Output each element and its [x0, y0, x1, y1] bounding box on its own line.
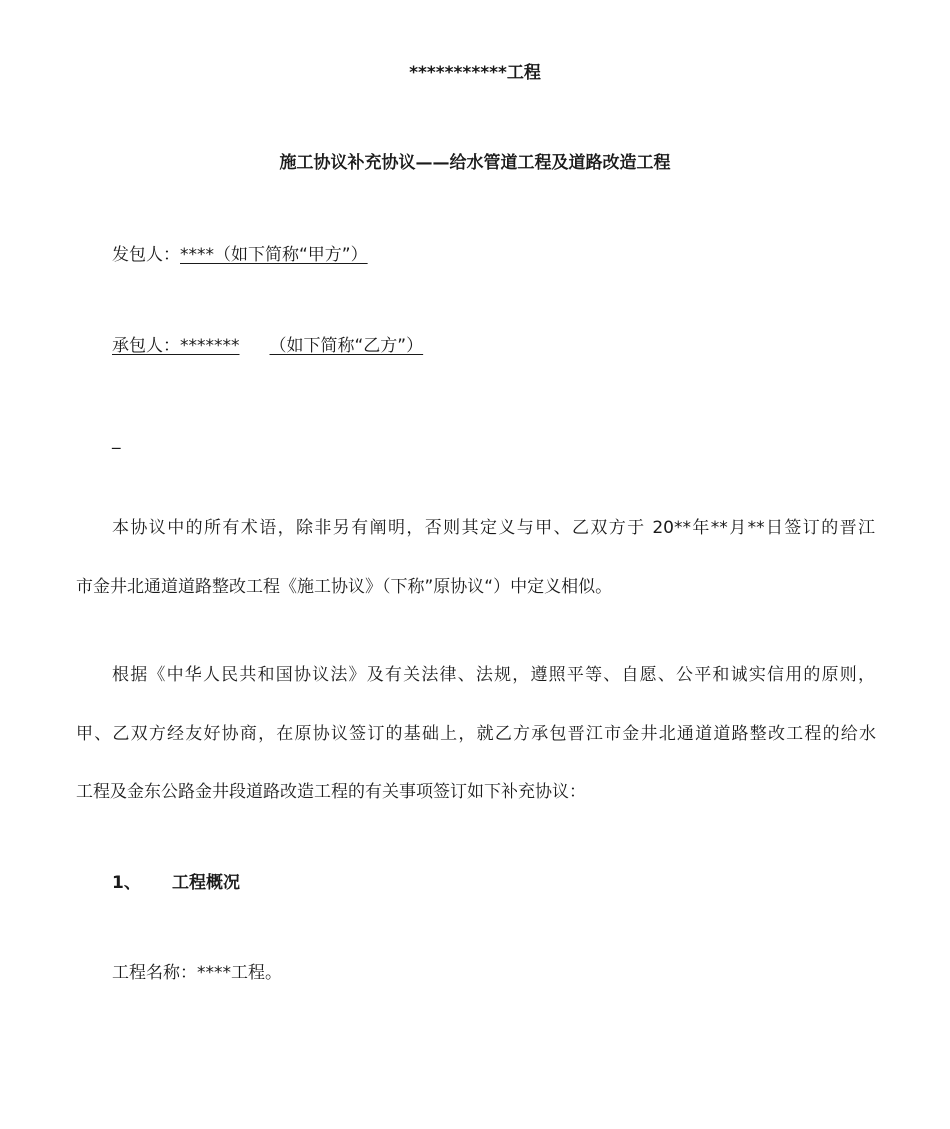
contractor-name: ******* — [180, 336, 240, 356]
project-name-label: 工程名称： — [112, 963, 197, 983]
blank-mark: _ — [112, 430, 121, 450]
project-name-value: ****工程。 — [197, 963, 282, 983]
header-title: ***********工程 — [409, 63, 541, 83]
contractor-alias: （如下简称“乙方”） — [269, 336, 424, 356]
para2-line-2: 甲、乙双方经友好协商，在原协议签订的基础上，就乙方承包晋江市金井北通道道路整改工程的给水 — [76, 724, 876, 744]
employer-line — [112, 240, 368, 265]
employer-label: 发包人： — [112, 245, 180, 265]
section-number: 1、 — [112, 873, 141, 893]
project-name-line — [112, 958, 282, 983]
para2-line-3: 工程及金东公路金井段道路改造工程的有关事项签订如下补充协议： — [76, 782, 586, 802]
section-heading-1 — [112, 868, 240, 893]
para2-line-1: 根据《中华人民共和国协议法》及有关法律、法规，遵照平等、自愿、公平和诚实信用的原则， — [112, 665, 875, 685]
para1-line-1: 本协议中的所有术语，除非另有阐明，否则其定义与甲、乙双方于 20**年**月**日签订的晋江 — [112, 518, 875, 538]
section-title: 工程概况 — [172, 873, 240, 893]
contractor-label: 承包人： — [112, 336, 180, 356]
employer-value: ****（如下简称“甲方”） — [180, 245, 368, 265]
para1-line-2: 市金井北通道道路整改工程《施工协议》（下称”原协议“）中定义相似。 — [76, 577, 613, 597]
main-title: 施工协议补充协议——给水管道工程及道路改造工程 — [279, 153, 671, 173]
contractor-line — [112, 331, 423, 356]
